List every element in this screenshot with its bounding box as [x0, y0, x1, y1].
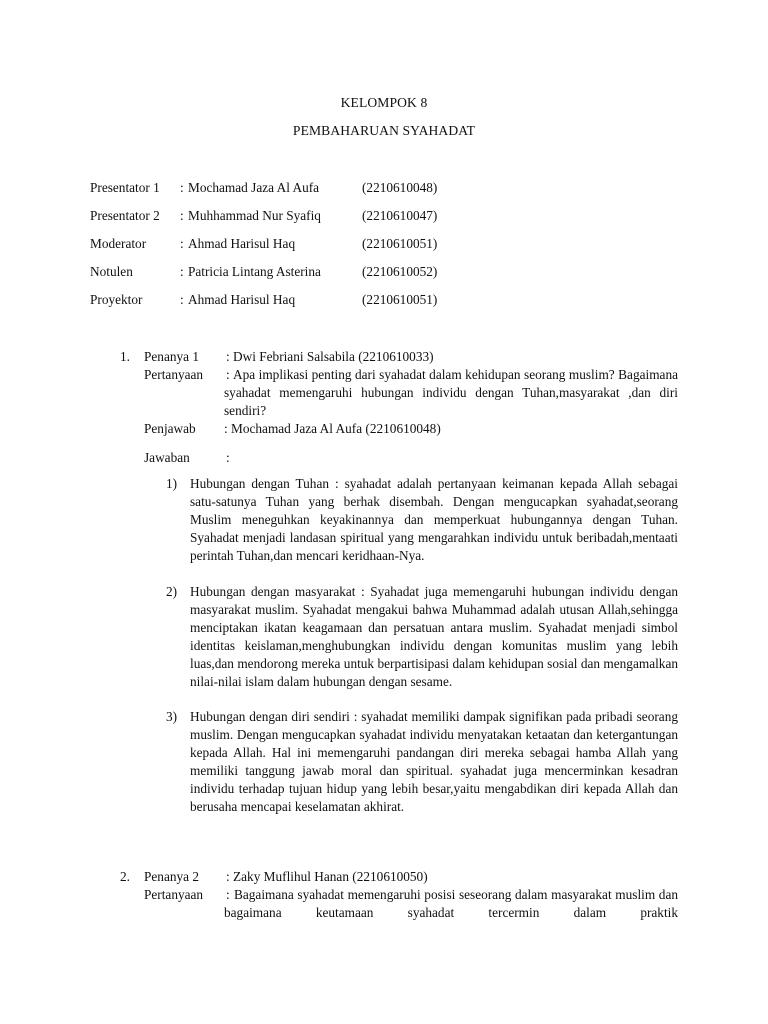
role-name: Mochamad Jaza Al Aufa [188, 180, 320, 195]
role-colon: : [180, 208, 184, 223]
role-student-id: (2210610047) [362, 208, 438, 223]
asker-label: Penanya 1 [144, 349, 200, 364]
role-row [0, 291, 768, 309]
answer-number: 2) [166, 584, 178, 599]
asker-value: : Zaky Muflihul Hanan (2210610050) [226, 869, 428, 884]
question-colon: : [226, 887, 230, 902]
role-colon: : [180, 180, 184, 195]
answer-number: 1) [166, 476, 178, 491]
question-label: Pertanyaan [144, 367, 204, 382]
role-name: Ahmad Harisul Haq [188, 236, 296, 251]
role-label: Proyektor [90, 292, 143, 307]
answer-number: 3) [166, 709, 178, 724]
role-label: Presentator 2 [90, 208, 160, 223]
group-title: KELOMPOK 8 [340, 95, 428, 110]
question-text: Apa implikasi penting dari syahadat dalam kehidupan seorang muslim? Bagaimana syahadat memengaruhi hubungan individu dengan Tuhan,masyarakat ,dan diri sendiri? [224, 367, 678, 418]
answer-text: Hubungan dengan diri sendiri : syahadat memiliki dampak signifikan pada pribadi seorang muslim. Dengan mengucapkan syahadat individu menyatakan ketaatan dan ketergantungan kepada Allah. Hal ini memengaruhi pandangan diri mereka sebagai hamba Allah yang memiliki tanggung jawab moral dan spiritual. syahadat juga mencerminkan kesadran individu terhadap tujuan hidup yang lebih besar,yaitu mengabdikan diri kepada Allah dan berusaha mencapai keselamatan akhirat. [190, 709, 678, 814]
topic-title: PEMBAHARUAN SYAHADAT [292, 123, 476, 138]
role-row [0, 235, 768, 253]
answerer-value: : Mochamad Jaza Al Aufa (2210610048) [224, 421, 441, 436]
answer-text: Hubungan dengan masyarakat : Syahadat juga memengaruhi hubungan individu dengan masyarakat muslim. Syahadat mengakui bahwa Muhammad adalah utusan Allah,sehingga menciptakan ikatan keagamaan dan persatuan antara muslim. Syahadat menjadi simbol identitas keislaman,menghubungkan individu dengan komunitas muslim yang lebih luas,dan mendorong mereka untuk berpartisipasi dalam kehidupan sosial dan mengamalkan nilai-nilai islam dalam hubungan dengan sesame. [190, 584, 678, 689]
question-label: Pertanyaan [144, 887, 204, 902]
answer-text: Hubungan dengan Tuhan : syahadat adalah pertanyaan keimanan kepada Allah sebagai satu-satunya Tuhan yang berhak disembah. Dengan mengucapkan syahadat,seorang Muslim meneguhkan keyakinannya dan memperkuat hubungannya dengan Tuhan. Syahadat menjadi landasan spiritual yang mengarahkan individu untuk beribadah,mentaati perintah Tuhan,dan mencari keridhaan-Nya. [190, 476, 678, 563]
role-label: Presentator 1 [90, 180, 160, 195]
role-row [0, 207, 768, 225]
role-student-id: (2210610051) [362, 236, 438, 251]
answer-label: Jawaban [144, 450, 190, 465]
role-label: Notulen [90, 264, 133, 279]
role-colon: : [180, 236, 184, 251]
role-colon: : [180, 264, 184, 279]
question-text: Bagaimana syahadat memengaruhi posisi seseorang dalam masyarakat muslim dan bagaimana keutamaan syahadat tercermin dalam praktik [224, 887, 678, 920]
answerer-label: Penjawab [144, 421, 196, 436]
role-colon: : [180, 292, 184, 307]
role-student-id: (2210610048) [362, 180, 438, 195]
asker-value: : Dwi Febriani Salsabila (2210610033) [226, 349, 434, 364]
qa-number: 2. [120, 869, 130, 884]
answer-colon: : [226, 450, 230, 465]
role-row [0, 179, 768, 197]
qa-number: 1. [120, 349, 130, 364]
asker-label: Penanya 2 [144, 869, 200, 884]
role-row [0, 263, 768, 281]
role-name: Muhhammad Nur Syafiq [188, 208, 321, 223]
role-student-id: (2210610052) [362, 264, 438, 279]
role-name: Ahmad Harisul Haq [188, 292, 296, 307]
role-student-id: (2210610051) [362, 292, 438, 307]
role-name: Patricia Lintang Asterina [188, 264, 321, 279]
question-colon: : [226, 367, 230, 382]
role-label: Moderator [90, 236, 147, 251]
